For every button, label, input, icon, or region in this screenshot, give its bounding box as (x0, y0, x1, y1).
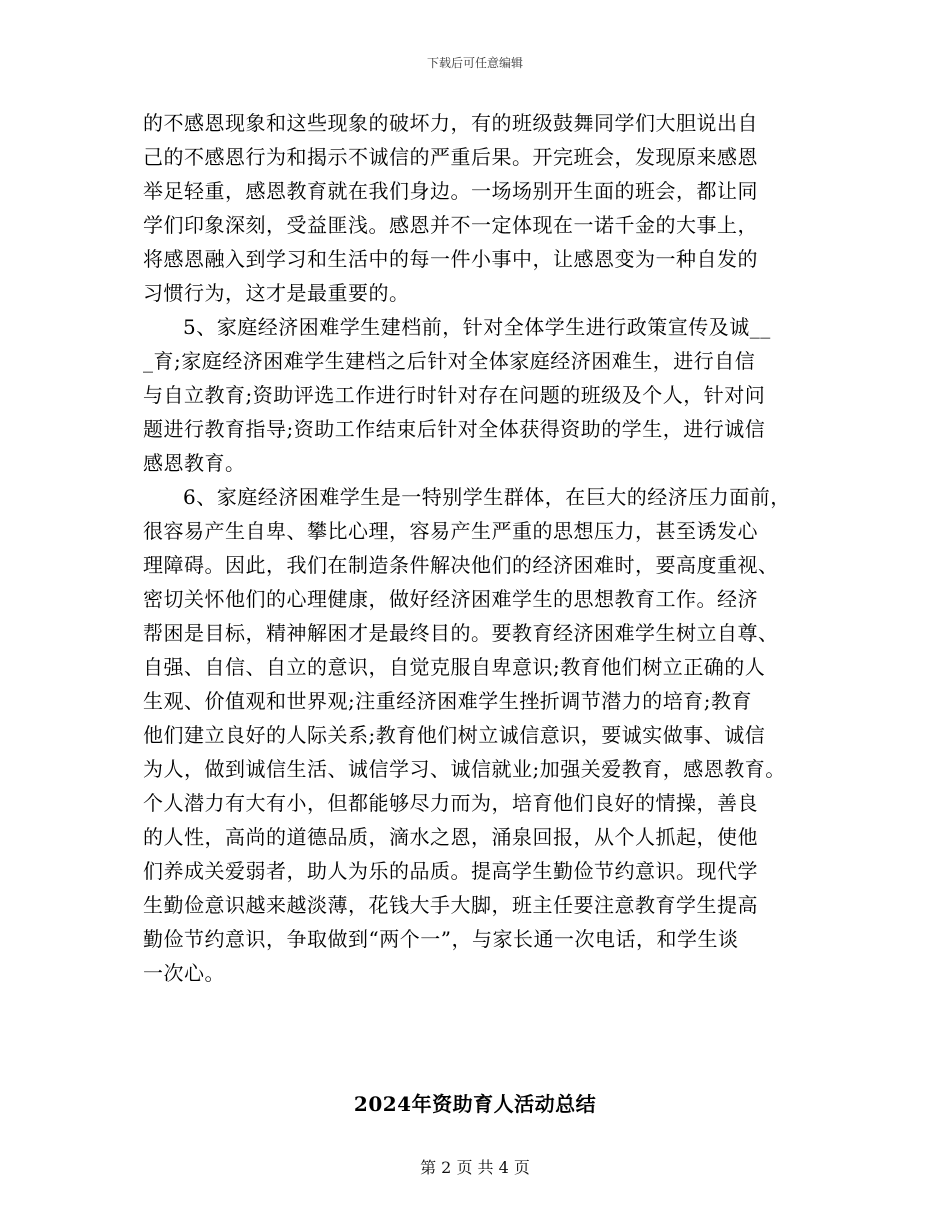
text-line: 理障碍。因此，我们在制造条件解决他们的经济困难时，要高度重视、 (143, 553, 779, 577)
text-line: 生勤俭意识越来越淡薄，花钱大手大脚，班主任要注意教育学生提高 (143, 893, 758, 917)
text-line: 与自立教育;资助评选工作进行时针对存在问题的班级及个人，针对问 (143, 383, 766, 407)
document-body (143, 106, 823, 990)
text-line: 自强、自信、自立的意识，自觉克服自卑意识;教育他们树立正确的人 (143, 655, 766, 679)
page-footer: 第 2 页 共 4 页 (420, 1158, 530, 1177)
text-line: 学们印象深刻，受益匪浅。感恩并不一定体现在一诺千金的大事上， (143, 213, 758, 237)
text-line: 举足轻重，感恩教育就在我们身边。一场场别开生面的班会，都让同 (143, 179, 758, 203)
page-header: 下载后可任意编辑 (426, 56, 523, 70)
section-title: 2024年资助育人活动总结 (353, 1092, 597, 1116)
text-line: 很容易产生自卑、攀比心理，容易产生严重的思想压力，甚至诱发心 (143, 519, 758, 543)
text-line: 们养成关爱弱者，助人为乐的品质。提高学生勤俭节约意识。现代学 (143, 859, 758, 883)
text-line: 己的不感恩行为和揭示不诚信的严重后果。开完班会，发现原来感恩 (143, 145, 758, 169)
paragraph-item-5 (143, 310, 823, 480)
text-line: 为人，做到诚信生活、诚信学习、诚信就业;加强关爱教育，感恩教育。 (143, 757, 786, 781)
text-line: 的人性，高尚的道德品质，滴水之恩，涌泉回报，从个人抓起，使他 (143, 825, 758, 849)
text-line: 生观、价值观和世界观;注重经济困难学生挫折调节潜力的培育;教育 (143, 689, 752, 713)
text-line: 帮困是目标，精神解困才是最终目的。要教育经济困难学生树立自尊、 (143, 621, 779, 645)
paragraph-item-6 (143, 480, 823, 990)
text-line: 习惯行为，这才是最重要的。 (143, 281, 410, 305)
text-line: 勤俭节约意识，争取做到“两个一”，与家长通一次电话，和学生谈 (143, 927, 739, 951)
text-line: 将感恩融入到学习和生活中的每一件小事中，让感恩变为一种自发的 (143, 247, 758, 271)
text-line: 一次心。 (143, 961, 225, 985)
text-line: 5、家庭经济困难学生建档前，针对全体学生进行政策宣传及诚__ (183, 315, 771, 339)
text-line: 的不感恩现象和这些现象的破坏力，有的班级鼓舞同学们大胆说出自 (143, 111, 758, 135)
text-line: 感恩教育。 (143, 451, 246, 475)
text-line: 6、家庭经济困难学生是一特别学生群体，在巨大的经济压力面前， (183, 485, 791, 509)
paragraph-continuation (143, 106, 823, 310)
text-line: 个人潜力有大有小，但都能够尽力而为，培育他们良好的情操，善良 (143, 791, 758, 815)
text-line: 密切关怀他们的心理健康，做好经济困难学生的思想教育工作。经济 (143, 587, 758, 611)
text-line: 他们建立良好的人际关系;教育他们树立诚信意识，要诚实做事、诚信 (143, 723, 766, 747)
text-line: _育;家庭经济困难学生建档之后针对全体家庭经济困难生，进行自信 (143, 349, 756, 373)
text-line: 题进行教育指导;资助工作结束后针对全体获得资助的学生，进行诚信 (143, 417, 766, 441)
